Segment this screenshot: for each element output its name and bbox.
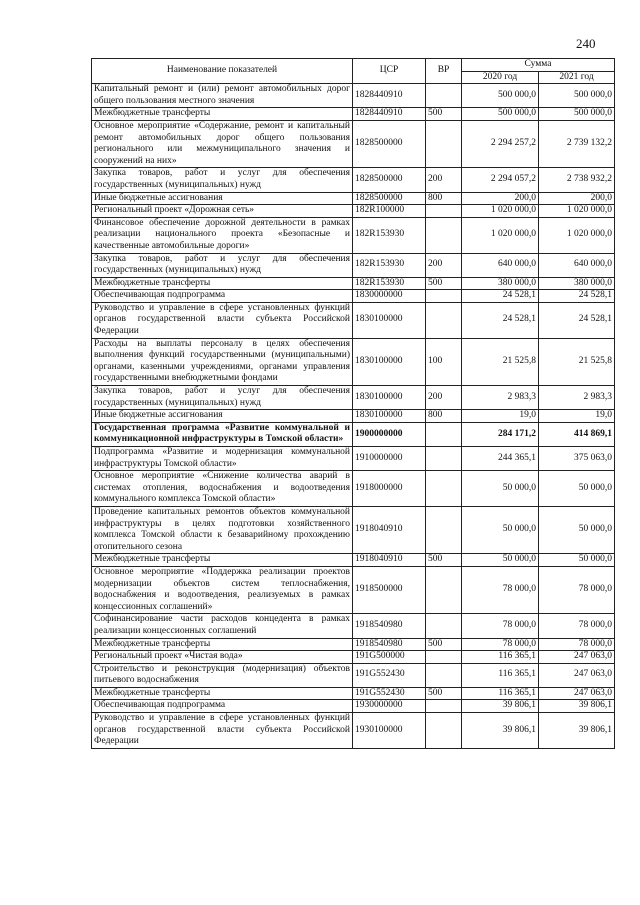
table-row	[92, 217, 615, 253]
row-vr-cell	[426, 422, 462, 446]
row-2021-cell: 380 000,0	[539, 277, 615, 290]
table-row	[92, 713, 615, 749]
row-name-cell: Подпрограмма «Развитие и модернизация коммунальной инфраструктуры Томской области»	[92, 447, 353, 471]
table-row	[92, 554, 615, 567]
row-csr-cell: 1830100000	[353, 410, 426, 423]
row-2020-cell: 39 806,1	[462, 700, 539, 713]
row-vr-cell: 200	[426, 253, 462, 277]
row-vr-cell	[426, 713, 462, 749]
row-2020-cell: 1 020 000,0	[462, 217, 539, 253]
row-2021-cell: 50 000,0	[539, 554, 615, 567]
row-vr-cell	[426, 302, 462, 338]
header-name: Наименование показателей	[92, 59, 353, 84]
table-row	[92, 638, 615, 651]
table-row	[92, 253, 615, 277]
row-2020-cell: 50 000,0	[462, 506, 539, 553]
table-row	[92, 290, 615, 303]
row-2021-cell: 78 000,0	[539, 566, 615, 613]
table-row	[92, 205, 615, 218]
header-year-2021: 2021 год	[539, 71, 615, 84]
row-2020-cell: 116 365,1	[462, 687, 539, 700]
row-2021-cell: 24 528,1	[539, 302, 615, 338]
table-row	[92, 338, 615, 385]
row-csr-cell: 1910000000	[353, 447, 426, 471]
row-csr-cell: 191G552430	[353, 687, 426, 700]
row-vr-cell: 800	[426, 410, 462, 423]
row-vr-cell	[426, 120, 462, 167]
row-csr-cell: 1918540980	[353, 638, 426, 651]
table-row	[92, 700, 615, 713]
table-row	[92, 410, 615, 423]
table-row	[92, 506, 615, 553]
row-vr-cell	[426, 700, 462, 713]
row-2020-cell: 50 000,0	[462, 471, 539, 507]
table-row	[92, 277, 615, 290]
header-year-2020: 2020 год	[462, 71, 539, 84]
row-2021-cell: 78 000,0	[539, 614, 615, 638]
table-row	[92, 566, 615, 613]
row-csr-cell: 1918540980	[353, 614, 426, 638]
row-2020-cell: 24 528,1	[462, 302, 539, 338]
row-name-cell: Межбюджетные трансферты	[92, 108, 353, 121]
table-body	[92, 84, 615, 749]
row-name-cell: Региональный проект «Дорожная сеть»	[92, 205, 353, 218]
row-vr-cell	[426, 651, 462, 664]
row-vr-cell	[426, 566, 462, 613]
row-2021-cell: 375 063,0	[539, 447, 615, 471]
row-2021-cell: 50 000,0	[539, 506, 615, 553]
row-name-cell: Обеспечивающая подпрограмма	[92, 700, 353, 713]
row-name-cell: Иные бюджетные ассигнования	[92, 410, 353, 423]
row-2021-cell: 50 000,0	[539, 471, 615, 507]
row-csr-cell: 1830000000	[353, 290, 426, 303]
table-row	[92, 84, 615, 108]
row-name-cell: Руководство и управление в сфере установленных функций органов государственной власти субъекта Российской Федерации	[92, 713, 353, 749]
row-csr-cell: 1828500000	[353, 120, 426, 167]
table-row	[92, 422, 615, 446]
row-csr-cell: 1828500000	[353, 168, 426, 192]
row-csr-cell: 1900000000	[353, 422, 426, 446]
row-2021-cell: 1 020 000,0	[539, 205, 615, 218]
row-csr-cell: 191G552430	[353, 663, 426, 687]
row-vr-cell: 500	[426, 687, 462, 700]
budget-table	[91, 58, 615, 749]
row-vr-cell: 800	[426, 192, 462, 205]
row-vr-cell	[426, 614, 462, 638]
row-2021-cell: 2 738 932,2	[539, 168, 615, 192]
row-2021-cell: 500 000,0	[539, 84, 615, 108]
row-2021-cell: 500 000,0	[539, 108, 615, 121]
row-csr-cell: 182R153930	[353, 253, 426, 277]
row-2021-cell: 247 063,0	[539, 651, 615, 664]
page-number: 240	[576, 36, 596, 51]
row-csr-cell: 1918040910	[353, 554, 426, 567]
row-name-cell: Региональный проект «Чистая вода»	[92, 651, 353, 664]
row-2021-cell: 24 528,1	[539, 290, 615, 303]
table-row	[92, 663, 615, 687]
row-csr-cell: 182R153930	[353, 217, 426, 253]
row-2020-cell: 39 806,1	[462, 713, 539, 749]
row-vr-cell: 200	[426, 168, 462, 192]
table-row	[92, 651, 615, 664]
row-2020-cell: 24 528,1	[462, 290, 539, 303]
row-name-cell: Межбюджетные трансферты	[92, 554, 353, 567]
header-csr: ЦСР	[353, 59, 426, 84]
row-2021-cell: 247 063,0	[539, 663, 615, 687]
row-name-cell: Основное мероприятие «Содержание, ремонт и капитальный ремонт автомобильных дорог общего пользования регионального или межмуниципального значения и сооружений на них»	[92, 120, 353, 167]
row-vr-cell	[426, 290, 462, 303]
row-name-cell: Закупка товаров, работ и услуг для обеспечения государственных (муниципальных) нужд	[92, 253, 353, 277]
row-name-cell: Финансовое обеспечение дорожной деятельности в рамках реализации национального проекта «Безопасные и качественные автомобильные дороги»	[92, 217, 353, 253]
row-name-cell: Закупка товаров, работ и услуг для обеспечения государственных (муниципальных) нужд	[92, 386, 353, 410]
row-name-cell: Межбюджетные трансферты	[92, 687, 353, 700]
row-vr-cell: 200	[426, 386, 462, 410]
row-vr-cell	[426, 663, 462, 687]
row-vr-cell	[426, 471, 462, 507]
row-vr-cell	[426, 506, 462, 553]
row-csr-cell: 1828500000	[353, 192, 426, 205]
row-vr-cell: 100	[426, 338, 462, 385]
row-2020-cell: 244 365,1	[462, 447, 539, 471]
row-name-cell: Основное мероприятие «Снижение количества аварий в системах отопления, водоснабжения и водоотведения коммунального комплекса Томской области»	[92, 471, 353, 507]
row-2020-cell: 116 365,1	[462, 663, 539, 687]
row-2021-cell: 39 806,1	[539, 700, 615, 713]
row-2020-cell: 78 000,0	[462, 614, 539, 638]
row-2020-cell: 500 000,0	[462, 84, 539, 108]
row-name-cell: Проведение капитальных ремонтов объектов коммунальной инфраструктуры в целях подготовки хозяйственного комплекса Томской области к безаварийному прохождению отопительного сезона	[92, 506, 353, 553]
table-row	[92, 302, 615, 338]
row-csr-cell: 1930100000	[353, 713, 426, 749]
row-2021-cell: 414 869,1	[539, 422, 615, 446]
row-csr-cell: 1830100000	[353, 302, 426, 338]
row-csr-cell: 182R100000	[353, 205, 426, 218]
row-2021-cell: 19,0	[539, 410, 615, 423]
row-2021-cell: 78 000,0	[539, 638, 615, 651]
row-2021-cell: 2 739 132,2	[539, 120, 615, 167]
row-csr-cell: 1918000000	[353, 471, 426, 507]
table-row	[92, 108, 615, 121]
row-2021-cell: 1 020 000,0	[539, 217, 615, 253]
row-vr-cell	[426, 205, 462, 218]
table-row	[92, 687, 615, 700]
row-csr-cell: 1830100000	[353, 338, 426, 385]
row-name-cell: Капитальный ремонт и (или) ремонт автомобильных дорог общего пользования местного значения	[92, 84, 353, 108]
table-row	[92, 192, 615, 205]
row-2021-cell: 21 525,8	[539, 338, 615, 385]
row-2021-cell: 640 000,0	[539, 253, 615, 277]
row-2020-cell: 380 000,0	[462, 277, 539, 290]
row-name-cell: Межбюджетные трансферты	[92, 277, 353, 290]
row-vr-cell	[426, 447, 462, 471]
row-2020-cell: 200,0	[462, 192, 539, 205]
row-csr-cell: 1930000000	[353, 700, 426, 713]
table-row	[92, 386, 615, 410]
row-vr-cell: 500	[426, 554, 462, 567]
table-row	[92, 471, 615, 507]
row-name-cell: Государственная программа «Развитие коммунальной и коммуникационной инфраструктуры в Томской области»	[92, 422, 353, 446]
row-vr-cell: 500	[426, 638, 462, 651]
row-2020-cell: 2 983,3	[462, 386, 539, 410]
table-row	[92, 614, 615, 638]
row-2020-cell: 2 294 057,2	[462, 168, 539, 192]
row-2020-cell: 116 365,1	[462, 651, 539, 664]
row-name-cell: Закупка товаров, работ и услуг для обеспечения государственных (муниципальных) нужд	[92, 168, 353, 192]
row-2020-cell: 640 000,0	[462, 253, 539, 277]
header-sum: Сумма	[462, 59, 615, 72]
table-row	[92, 168, 615, 192]
row-vr-cell	[426, 217, 462, 253]
table-row	[92, 120, 615, 167]
row-csr-cell: 182R153930	[353, 277, 426, 290]
row-2020-cell: 500 000,0	[462, 108, 539, 121]
row-csr-cell: 1828440910	[353, 84, 426, 108]
row-2020-cell: 21 525,8	[462, 338, 539, 385]
row-2021-cell: 39 806,1	[539, 713, 615, 749]
row-2020-cell: 50 000,0	[462, 554, 539, 567]
row-name-cell: Расходы на выплаты персоналу в целях обеспечения выполнения функций государственными (муниципальными) органами, казенными учреждениями, органами управления государственными внебюджетными фондами	[92, 338, 353, 385]
row-name-cell: Софинансирование части расходов концедента в рамках реализации концессионных соглашений	[92, 614, 353, 638]
header-vr: ВР	[426, 59, 462, 84]
row-2020-cell: 78 000,0	[462, 566, 539, 613]
row-name-cell: Руководство и управление в сфере установленных функций органов государственной власти субъекта Российской Федерации	[92, 302, 353, 338]
row-vr-cell: 500	[426, 277, 462, 290]
row-2020-cell: 2 294 257,2	[462, 120, 539, 167]
row-csr-cell: 1828440910	[353, 108, 426, 121]
row-vr-cell: 500	[426, 108, 462, 121]
row-2020-cell: 1 020 000,0	[462, 205, 539, 218]
row-name-cell: Иные бюджетные ассигнования	[92, 192, 353, 205]
row-2020-cell: 78 000,0	[462, 638, 539, 651]
row-2020-cell: 284 171,2	[462, 422, 539, 446]
table-row	[92, 447, 615, 471]
header-row	[92, 59, 615, 72]
row-name-cell: Межбюджетные трансферты	[92, 638, 353, 651]
row-csr-cell: 191G500000	[353, 651, 426, 664]
row-csr-cell: 1918500000	[353, 566, 426, 613]
row-2021-cell: 200,0	[539, 192, 615, 205]
row-vr-cell	[426, 84, 462, 108]
row-csr-cell: 1918040910	[353, 506, 426, 553]
row-name-cell: Строительство и реконструкция (модернизация) объектов питьевого водоснабжения	[92, 663, 353, 687]
row-2020-cell: 19,0	[462, 410, 539, 423]
row-name-cell: Основное мероприятие «Поддержка реализации проектов модернизации объектов систем теплоснабжения, водоснабжения и водоотведения, реализуемых в рамках концессионных соглашений»	[92, 566, 353, 613]
row-name-cell: Обеспечивающая подпрограмма	[92, 290, 353, 303]
row-csr-cell: 1830100000	[353, 386, 426, 410]
row-2021-cell: 2 983,3	[539, 386, 615, 410]
row-2021-cell: 247 063,0	[539, 687, 615, 700]
